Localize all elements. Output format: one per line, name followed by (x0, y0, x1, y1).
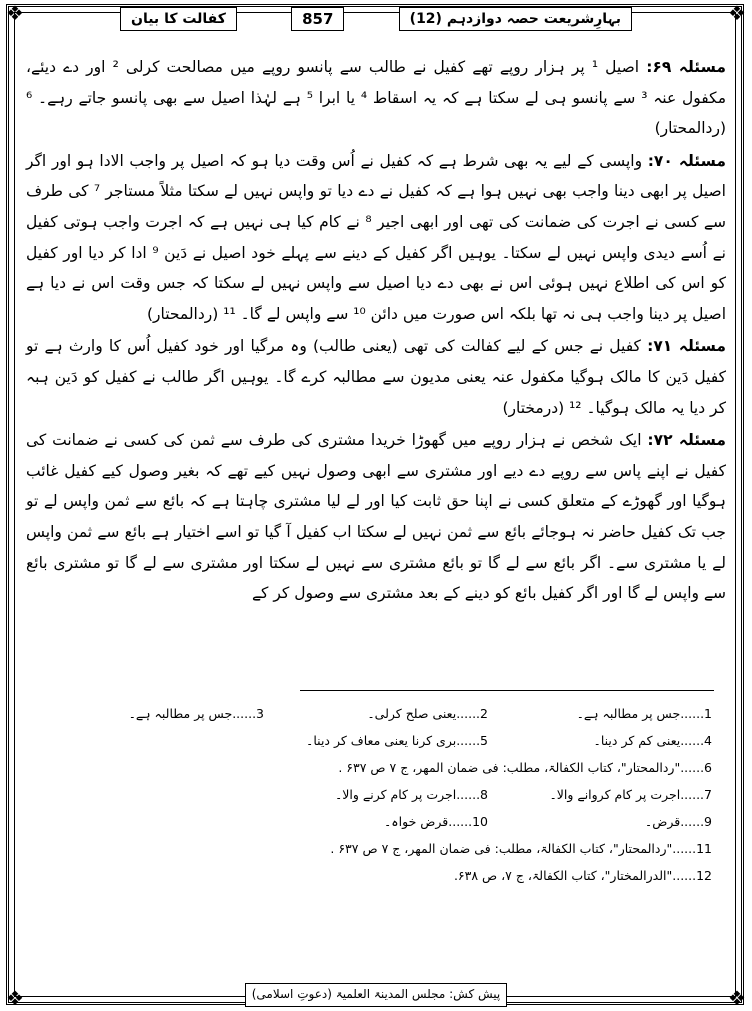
page-number: 857 (291, 7, 344, 31)
page-body (26, 52, 726, 611)
footnote-row (40, 808, 712, 835)
footnotes (40, 700, 712, 889)
masala-label: مسئلہ ۷۰: (647, 151, 726, 170)
page-header (120, 6, 632, 32)
footnote-10: 10......قرض خواہ۔ (383, 814, 488, 829)
footnote-1: 1......جس پر مطالبہ ہے۔ (576, 706, 712, 721)
footnote-row (40, 727, 712, 754)
footnote-row (40, 835, 712, 862)
footnote-6: 6......"ردالمحتار"، کتاب الکفالۃ، مطلب: فی ضمان المھر، ج ۷ ص ۶۳۷ . (338, 760, 712, 775)
masala-text: ایک شخص نے ہزار روپے میں گھوڑا خریدا مشتری کی طرف سے ثمن کی کسی نے ضمانت کی کفیل نے اپنے پاس سے روپے دے دیے اور مشتری سے ابھی وصول نہیں کیے تھے کہ بغیر وصول کیے کفیل غائب ہوگیا اور گھوڑے کے متعلق کسی نے اپنا حق ثابت کیا اور لے لیا مشتری چاہتا ہے کہ بائع سے ثمن واپس لے تو جب تک کفیل حاضر نہ ہوجائے بائع سے ثمن نہیں لے سکتا اب کفیل آ گیا تو اسے اختیار ہے بائع سے ثمن واپس لے یا مشتری سے۔ اگر بائع سے لے گا تو بائع مشتری سے نہیں لے سکتا اور مشتری سے لے گا تو مشتری بائع سے واپس لے گا اور اگر کفیل بائع کو دینے کے بعد مشتری سے وصول کر کے (26, 431, 726, 603)
footnote-9: 9......قرض۔ (644, 814, 712, 829)
masala-71 (26, 331, 726, 423)
footnote-row (40, 781, 712, 808)
corner-ornament-icon: ❖ (6, 986, 24, 1010)
masala-69 (26, 52, 726, 144)
publisher-footer: پیش کش: مجلس المدینۃ العلمیۃ (دعوتِ اسلامی) (245, 983, 507, 1007)
book-title: بہارِشریعت حصہ دوازدہم (12) (399, 7, 632, 31)
footnote-12: 12......"الدرالمختار"، کتاب الکفالۃ، ج ۷، ص ۶۳۸. (453, 868, 712, 883)
footnote-separator (300, 690, 714, 691)
corner-ornament-icon: ❖ (728, 1, 746, 25)
footnote-row (40, 700, 712, 727)
masala-label: مسئلہ ۷۲: (647, 431, 726, 450)
footnote-11: 11......"ردالمحتار"، کتاب الکفالۃ، مطلب: فی ضمان المھر، ج ۷ ص ۶۳۷ . (330, 841, 712, 856)
masala-72 (26, 425, 726, 609)
corner-ornament-icon: ❖ (728, 986, 746, 1010)
corner-ornament-icon: ❖ (6, 1, 24, 25)
footnote-row (40, 862, 712, 889)
footnote-2: 2......یعنی صلح کرلی۔ (367, 706, 488, 721)
footnote-8: 8......اجرت پر کام کرنے والا۔ (334, 787, 488, 802)
footnote-row (40, 754, 712, 781)
footnote-3: 3......جس پر مطالبہ ہے۔ (128, 706, 264, 721)
footnote-7: 7......اجرت پر کام کروانے والا۔ (549, 787, 712, 802)
masala-70 (26, 146, 726, 330)
masala-label: مسئلہ ۶۹: (646, 58, 726, 76)
masala-text: واپسی کے لیے یہ بھی شرط ہے کہ کفیل نے اُس وقت دیا ہو کہ اصیل پر واجب الادا ہو اور اگر اصیل پر ابھی دینا واجب بھی نہیں ہوا ہے کہ کفیل نے دے دیا تو واپس نہیں لے سکتا مثلاً مستاجر ⁷ کی طرف سے کسی نے اجرت کی ضمانت کی تھی اور ابھی اجیر ⁸ نے کام کیا ہی نہیں ہے کہ اجرت واجب ہوتی کفیل نے اُسے دیدی واپس نہیں لے سکتا۔ یوہیں اگر کفیل کے دینے سے پہلے خود اصیل نے دَین ⁹ ادا کر دیا اور کفیل کو اس کی اطلاع نہیں ہوئی اس نے بھی دے دیا اصیل سے واپس نہیں لے سکتا کہ جس وقت اس نے دیا ہے اصیل پر دینا واجب ہی نہ تھا بلکہ اس صورت میں دائن ¹⁰ سے واپس لے گا۔ ¹¹ (ردالمحتار) (26, 151, 726, 323)
footnote-4: 4......یعنی کم کر دینا۔ (593, 733, 712, 748)
chapter-title: کفالت کا بیان (120, 7, 237, 31)
masala-label: مسئلہ ۷۱: (647, 337, 726, 356)
masala-text: کفیل نے جس کے لیے کفالت کی تھی (یعنی طالب) وہ مرگیا اور خود کفیل اُس کا وارث ہے تو کفیل دَین کا مالک ہوگیا مکفول عنہ یعنی مدیون سے مطالبہ کرے گا۔ یوہیں اگر طالب نے کفیل کو دَین ہبہ کر دیا یہ مالک ہوگیا۔ ¹² (درمختار) (26, 337, 726, 417)
masala-text: اصیل ¹ پر ہزار روپے تھے کفیل نے طالب سے پانسو روپے میں مصالحت کرلی ² اور دے دیئے، مکفول عنہ ³ سے پانسو ہی لے سکتا ہے کہ یہ اسقاط ⁴ یا ابرا ⁵ ہے لہٰذا اصیل سے بھی پانسو جاتے رہے۔ ⁶ (ردالمحتار) (26, 58, 727, 138)
footnote-5: 5......بری کرنا یعنی معاف کر دینا۔ (306, 733, 488, 748)
